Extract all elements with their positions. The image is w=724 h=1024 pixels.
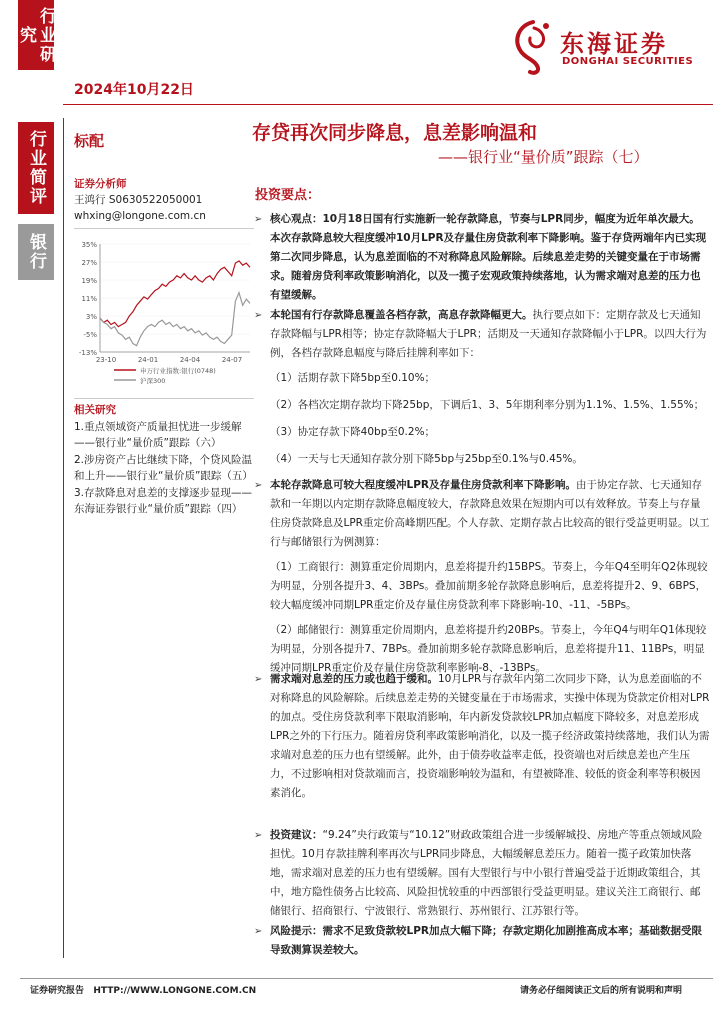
related-item[interactable]: 3.存款降息对息差的支撑逐步显现——东海证券银行业“量价质”跟踪（四） xyxy=(74,486,253,515)
brand-name-cn: 东海证券 xyxy=(560,30,668,58)
dragon-logo-icon xyxy=(508,18,558,76)
footer-divider xyxy=(20,978,713,979)
chart-x-tick: 24-07 xyxy=(221,356,243,364)
footer-left: 证券研究报告 HTTP://WWW.LONGONE.COM.CN xyxy=(30,986,257,996)
analyst-license: S0630522050001 xyxy=(108,194,203,206)
chart-y-tick: 11% xyxy=(81,295,97,303)
bullet-arrow-icon: ➢ xyxy=(254,310,263,321)
industry-tab: 银行 xyxy=(18,224,54,280)
chart-series-line xyxy=(100,293,250,346)
bullet-arrow-icon: ➢ xyxy=(254,674,263,685)
logo xyxy=(508,18,708,78)
brand-name-en: DONGHAI SECURITIES xyxy=(562,56,694,67)
analyst-email[interactable]: whxing@longone.com.cn xyxy=(74,210,206,222)
related-research xyxy=(74,402,254,518)
page-subtitle: ——银行业“量价质”跟踪（七） xyxy=(438,148,649,166)
sidebar-divider xyxy=(63,118,64,958)
analyst-name: 王鸿行 xyxy=(74,194,106,206)
demand-section: ➢ 需求端对息差的压力或也趋于缓和。10月LPR与存款年内第二次同步下降，认为息差面临的不对称降息的风险解除。后续息差走势的关键变量在于市场需求，实操中体现为贷款定价相对LPR的加点。受住房贷款利率下限取消影响，年内新发贷款较LPR加点幅度下降较多，对息差形成LPR之外的下行压力。随着房贷利率政策影响消化，以及一揽子经济政策持续落地，我们认为需求端对息差的压力也有望缓解。此外，由于债券收益率走低，投资端也对后续息差也产生压力，不过影响相对贷款端而言，投资端影响较为温和，有望被降准、较低的资金利率等积极因素消化。 xyxy=(258,670,710,803)
chart-y-tick: 27% xyxy=(81,259,97,267)
chart-x-tick: 23-10 xyxy=(95,356,117,364)
bullet-arrow-icon: ➢ xyxy=(254,830,263,841)
chart-y-tick: 19% xyxy=(81,277,97,285)
performance-chart xyxy=(74,236,254,388)
chart-series-line xyxy=(100,261,250,327)
risk-warning: ➢ 风险提示：需求不足致贷款较LPR加点大幅下降；存款定期化加剧推高成本率；基础数据受限导致测算误差较大。 xyxy=(258,922,710,960)
bullet-arrow-icon: ➢ xyxy=(254,480,263,491)
page-title: 存贷再次同步降息，息差影响温和 xyxy=(252,122,538,144)
footer-right: 请务必仔细阅读正文后的所有说明和声明 xyxy=(520,986,683,996)
bullet-arrow-icon: ➢ xyxy=(254,214,263,225)
related-heading: 相关研究 xyxy=(74,404,116,416)
chart-x-tick: 24-04 xyxy=(179,356,201,364)
report-subtype-tab: 行业简评 xyxy=(18,122,54,214)
rating: 标配 xyxy=(74,132,105,150)
chart-y-tick: -5% xyxy=(83,331,97,339)
chart-legend-label: 沪深300 xyxy=(140,377,166,385)
related-item[interactable]: 2.涉房资产占比继续下降，个贷风险温和上升——银行业“量价质”跟踪（五） xyxy=(74,453,253,482)
header-divider xyxy=(63,104,713,105)
related-divider xyxy=(74,398,254,399)
chart-legend-label: 申万行业指数:银行(0748) xyxy=(140,367,216,375)
chart-y-tick: -13% xyxy=(78,349,97,357)
chart-y-tick: 35% xyxy=(81,241,97,249)
bullet-arrow-icon: ➢ xyxy=(254,926,263,937)
analyst-line xyxy=(74,192,249,208)
chart-x-tick: 24-01 xyxy=(137,356,159,364)
analyst-heading: 证券分析师 xyxy=(74,178,127,190)
investment-advice: ➢ 投资建议：“9.24”央行政策与“10.12”财政政策组合进一步缓解城投、房地产等重点领域风险担忧。10月存款挂牌利率再次与LPR同步降息，大幅缓解息差压力。随着一揽子政策加快落地，需求端对息差的压力也有望缓解。国有大型银行与中小银行普遍受益于近期政策组合，其中，地方隐性债务占比较高、风险担忧较重的中西部银行受益更明显。建议关注工商银行、邮储银行、招商银行、宁波银行、常熟银行、苏州银行、江苏银行等。 xyxy=(258,826,710,921)
analyst-divider xyxy=(74,228,254,229)
chart-y-tick: 3% xyxy=(85,313,97,321)
deposit-cut-section: ➢ 本轮国有行存款降息覆盖各档存款，高息存款降幅更大。执行要点如下：定期存款及七天通知存款降幅与LPR相等；协定存款降幅大于LPR；活期及一天通知存款降幅小于LPR。以四大行为例，各档存款降息幅度与降后挂牌利率如下： （1）活期存款下降5bp至0.10%； （2）各档次定期存款均下降25bp，下调后1、3、5年期利率分别为1.1%、1.5%、1.55%； （3）协定存款下降40bp至0.2%； （4）一天与七天通知存款分别下降5bp与25bp至0.1%与0.45%。 xyxy=(258,306,710,469)
report-date: 2024年10月22日 xyxy=(74,82,194,98)
key-points-heading: 投资要点： xyxy=(255,188,321,203)
buffer-section: ➢ 本轮存款降息可较大程度缓冲LPR及存量住房贷款利率下降影响。由于协定存款、七天通知存款和一年期以内定期存款降息幅度较大，存款降息效果在短期内可以有效释放。节奏上与存量住房贷款降息及LPR重定价高峰期匹配。个人存款、定期存款占比较高的银行受益更明显。以工行与邮储银行为例测算： （1）工商银行：测算重定价周期内，息差将提升约15BPS。节奏上，今年Q4至明年Q2体现较为明显，分别各提升3、4、3BPs。叠加前期多轮存款降息影响后，息差将提升2、9、6BPS，较大幅度缓冲同期LPR重定价及存量住房贷款利率下降影响-10、-11、-5BPs。 （2）邮储银行：测算重定价周期内，息差将提升约20BPs。节奏上，今年Q4与明年Q1体现较为明显，分别各提升7、7BPs。叠加前期多轮存款降息影响后，息差将提升11、11BPs，明显缓冲同期LPR重定价及存量住房贷款利率影响-8、-13BPs。 xyxy=(258,476,710,678)
analyst-block xyxy=(74,176,249,224)
core-view: ➢ 核心观点：10月18日国有行实施新一轮存款降息，节奏与LPR同步，幅度为近年单次最大。本次存款降息较大程度缓冲10月LPR及存量住房贷款利率下降影响。鉴于存贷两端年内已实现第二次同步降息，认为息差面临的不对称降息风险解除。后续息差走势的关键变量在于市场需求。随着房贷利率政策影响消化，以及一揽子宏观政策持续落地，认为需求端对息差的压力也有望缓解。 xyxy=(258,210,710,305)
related-item[interactable]: 1.重点领域资产质量担忧进一步缓解——银行业“量价质”跟踪（六） xyxy=(74,420,242,449)
report-type-tab: 行业研究 xyxy=(18,0,54,70)
